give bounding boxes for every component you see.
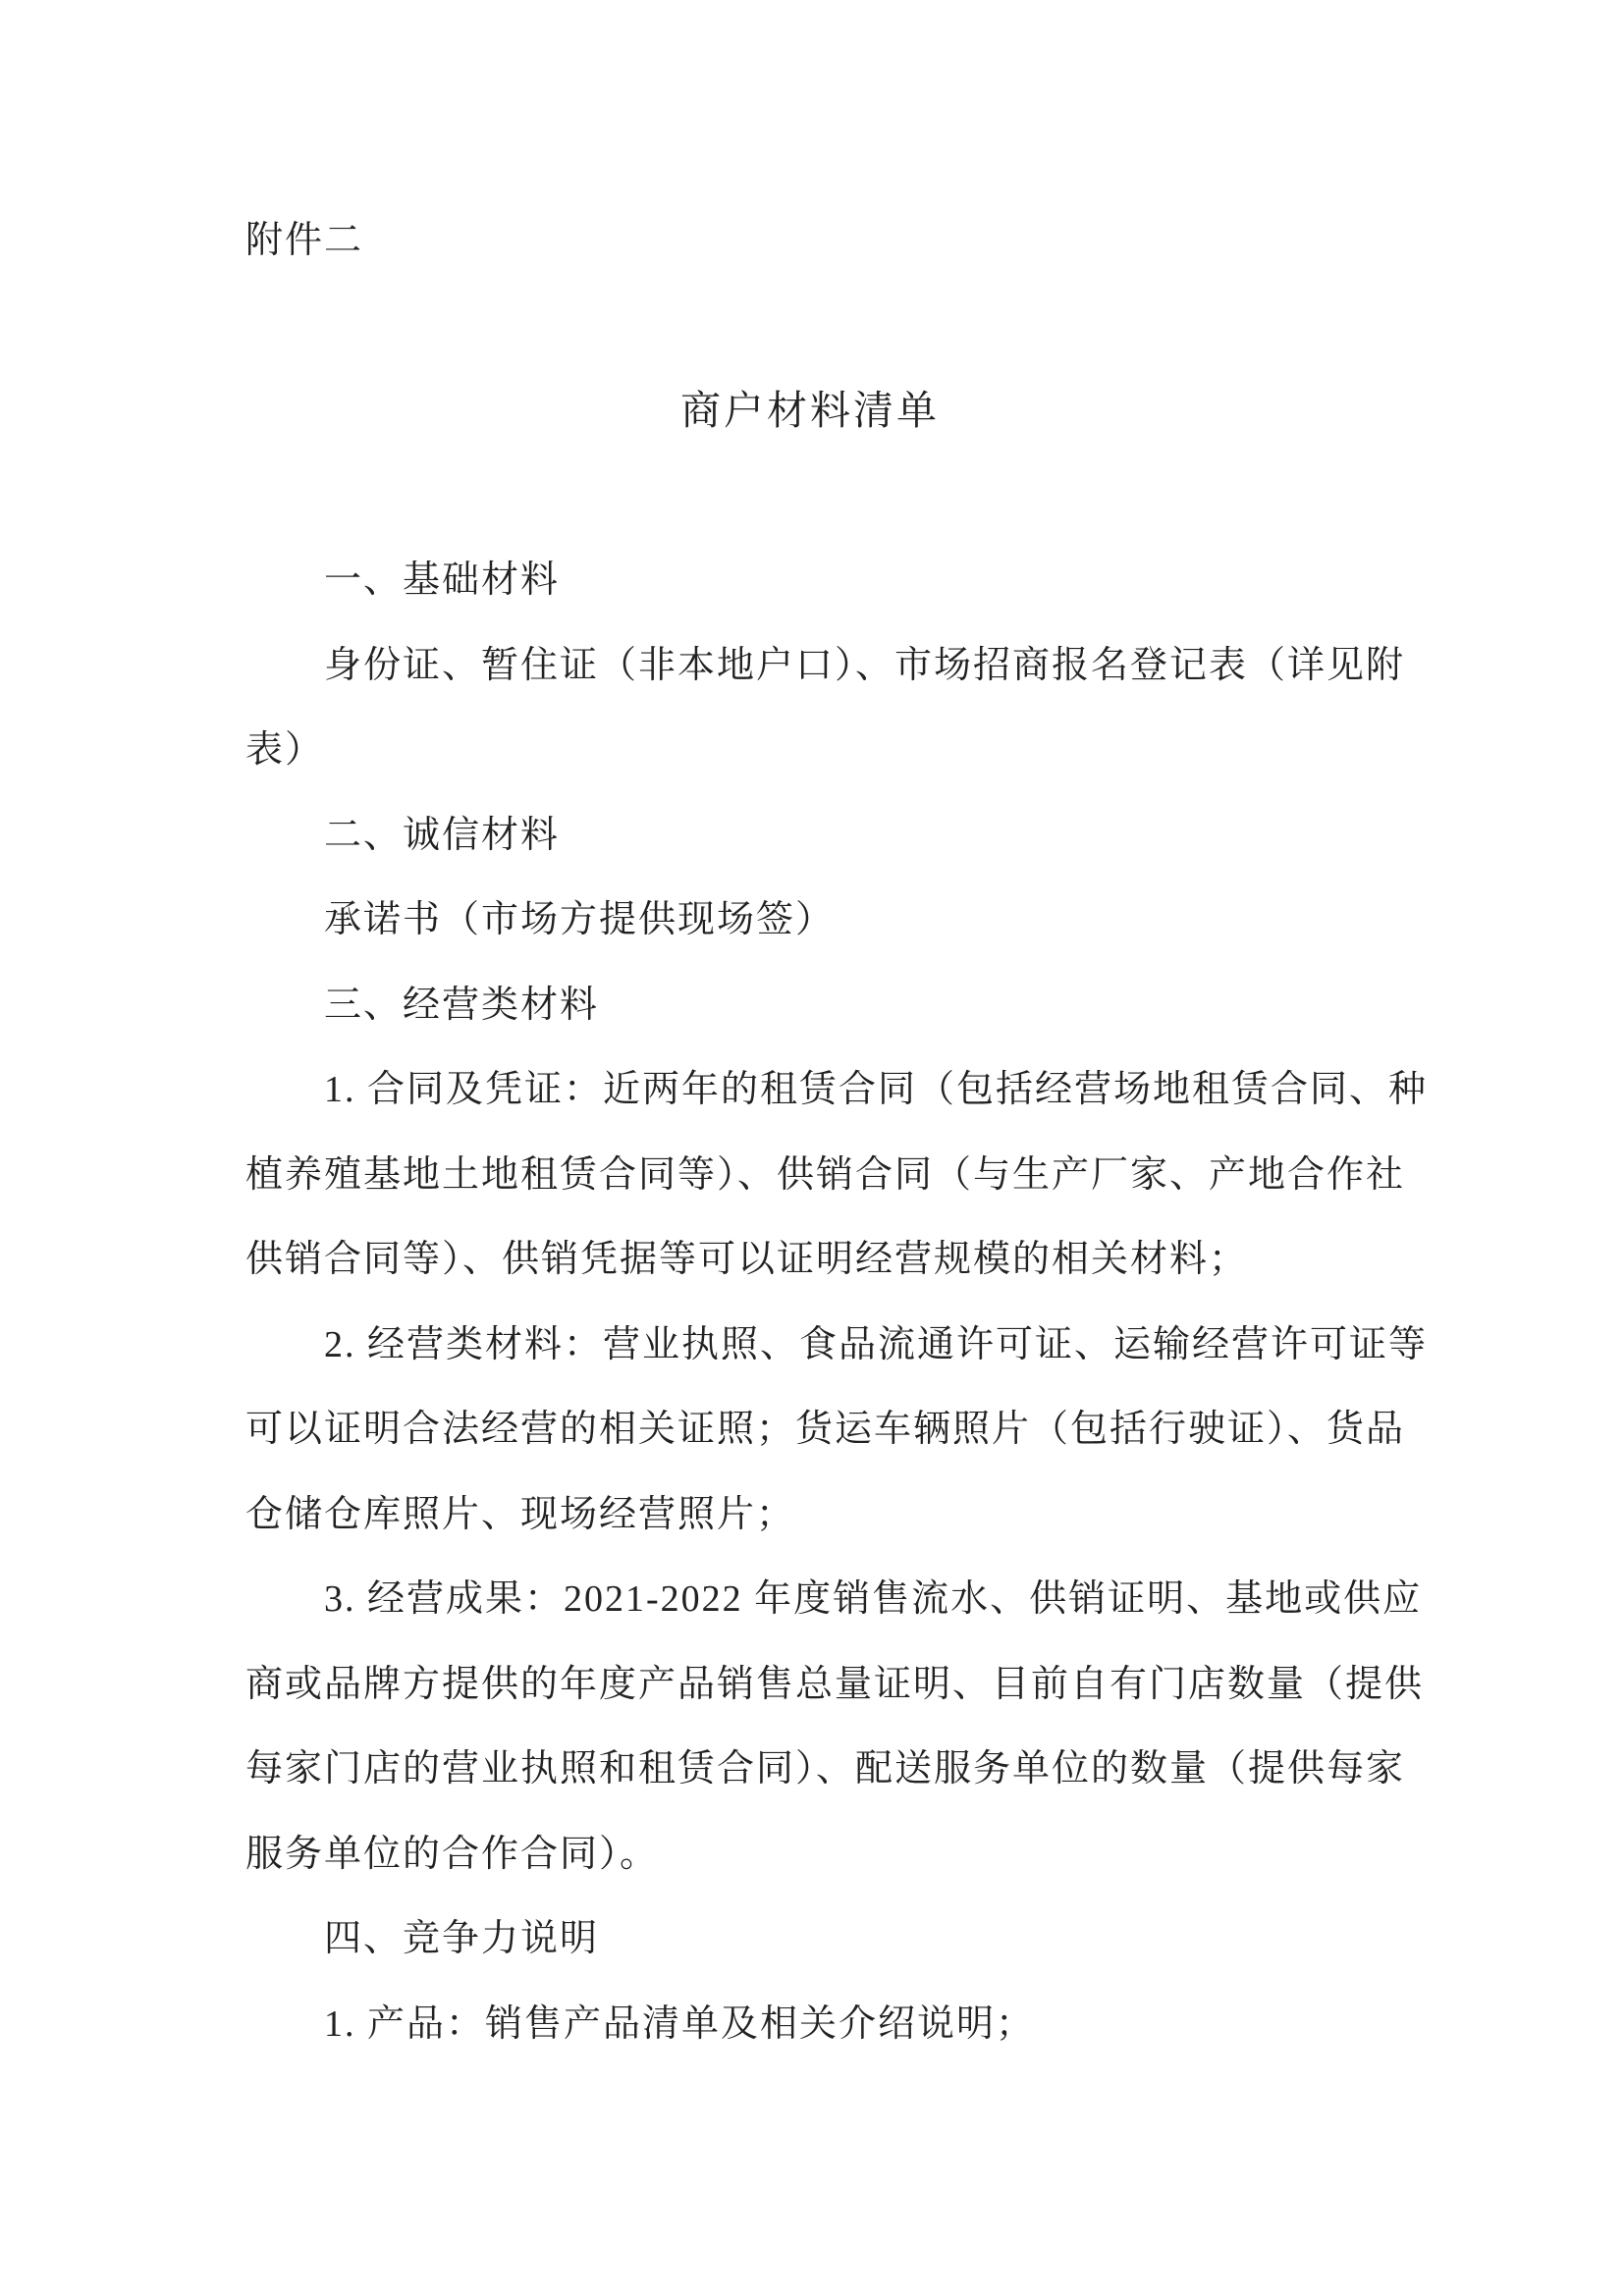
blank-line bbox=[245, 454, 1375, 539]
document-body bbox=[245, 538, 1429, 2066]
text-line: 四、竞争力说明 bbox=[324, 1918, 600, 1959]
text-line: 供销合同等）、供销凭据等可以证明经营规模的相关材料； bbox=[245, 1239, 1249, 1280]
text-line: 商或品牌方提供的年度产品销售总量证明、目前自有门店数量（提供 bbox=[245, 1663, 1425, 1705]
text-line: 3. 经营成果：2021-2022 年度销售流水、供销证明、基地或供应 bbox=[324, 1578, 1423, 1620]
text-line: 服务单位的合作合同）。 bbox=[245, 1833, 660, 1875]
text-line: 可以证明合法经营的相关证照；货运车辆照片（包括行驶证）、货品 bbox=[245, 1409, 1406, 1450]
text-line: 三、经营类材料 bbox=[324, 984, 600, 1026]
text-line: 1. 产品：销售产品清单及相关介绍说明； bbox=[324, 2002, 1036, 2045]
text-line: 身份证、暂住证（非本地户口）、市场招商报名登记表（详见附 bbox=[324, 644, 1406, 686]
text-line: 植养殖基地土地租赁合同等）、供销合同（与生产厂家、产地合作社 bbox=[245, 1153, 1406, 1196]
text-line: 承诺书（市场方提供现场签） bbox=[324, 899, 836, 940]
document-title: 商户材料清单 bbox=[680, 388, 940, 433]
text-line: 二、诚信材料 bbox=[324, 814, 561, 856]
text-line: 一、基础材料 bbox=[324, 560, 561, 601]
text-line: 1. 合同及凭证：近两年的租赁合同（包括经营场地租赁合同、种 bbox=[324, 1069, 1429, 1110]
blank-line bbox=[245, 284, 1375, 369]
text-line: 每家门店的营业执照和租赁合同）、配送服务单位的数量（提供每家 bbox=[245, 1748, 1406, 1789]
text-line: 表） bbox=[245, 729, 325, 771]
text-line: 仓储仓库照片、现场经营照片； bbox=[245, 1493, 796, 1535]
text-line: 2. 经营类材料：营业执照、食品流通许可证、运输经营许可证等 bbox=[324, 1323, 1429, 1365]
attachment-label: 附件二 bbox=[245, 220, 364, 261]
